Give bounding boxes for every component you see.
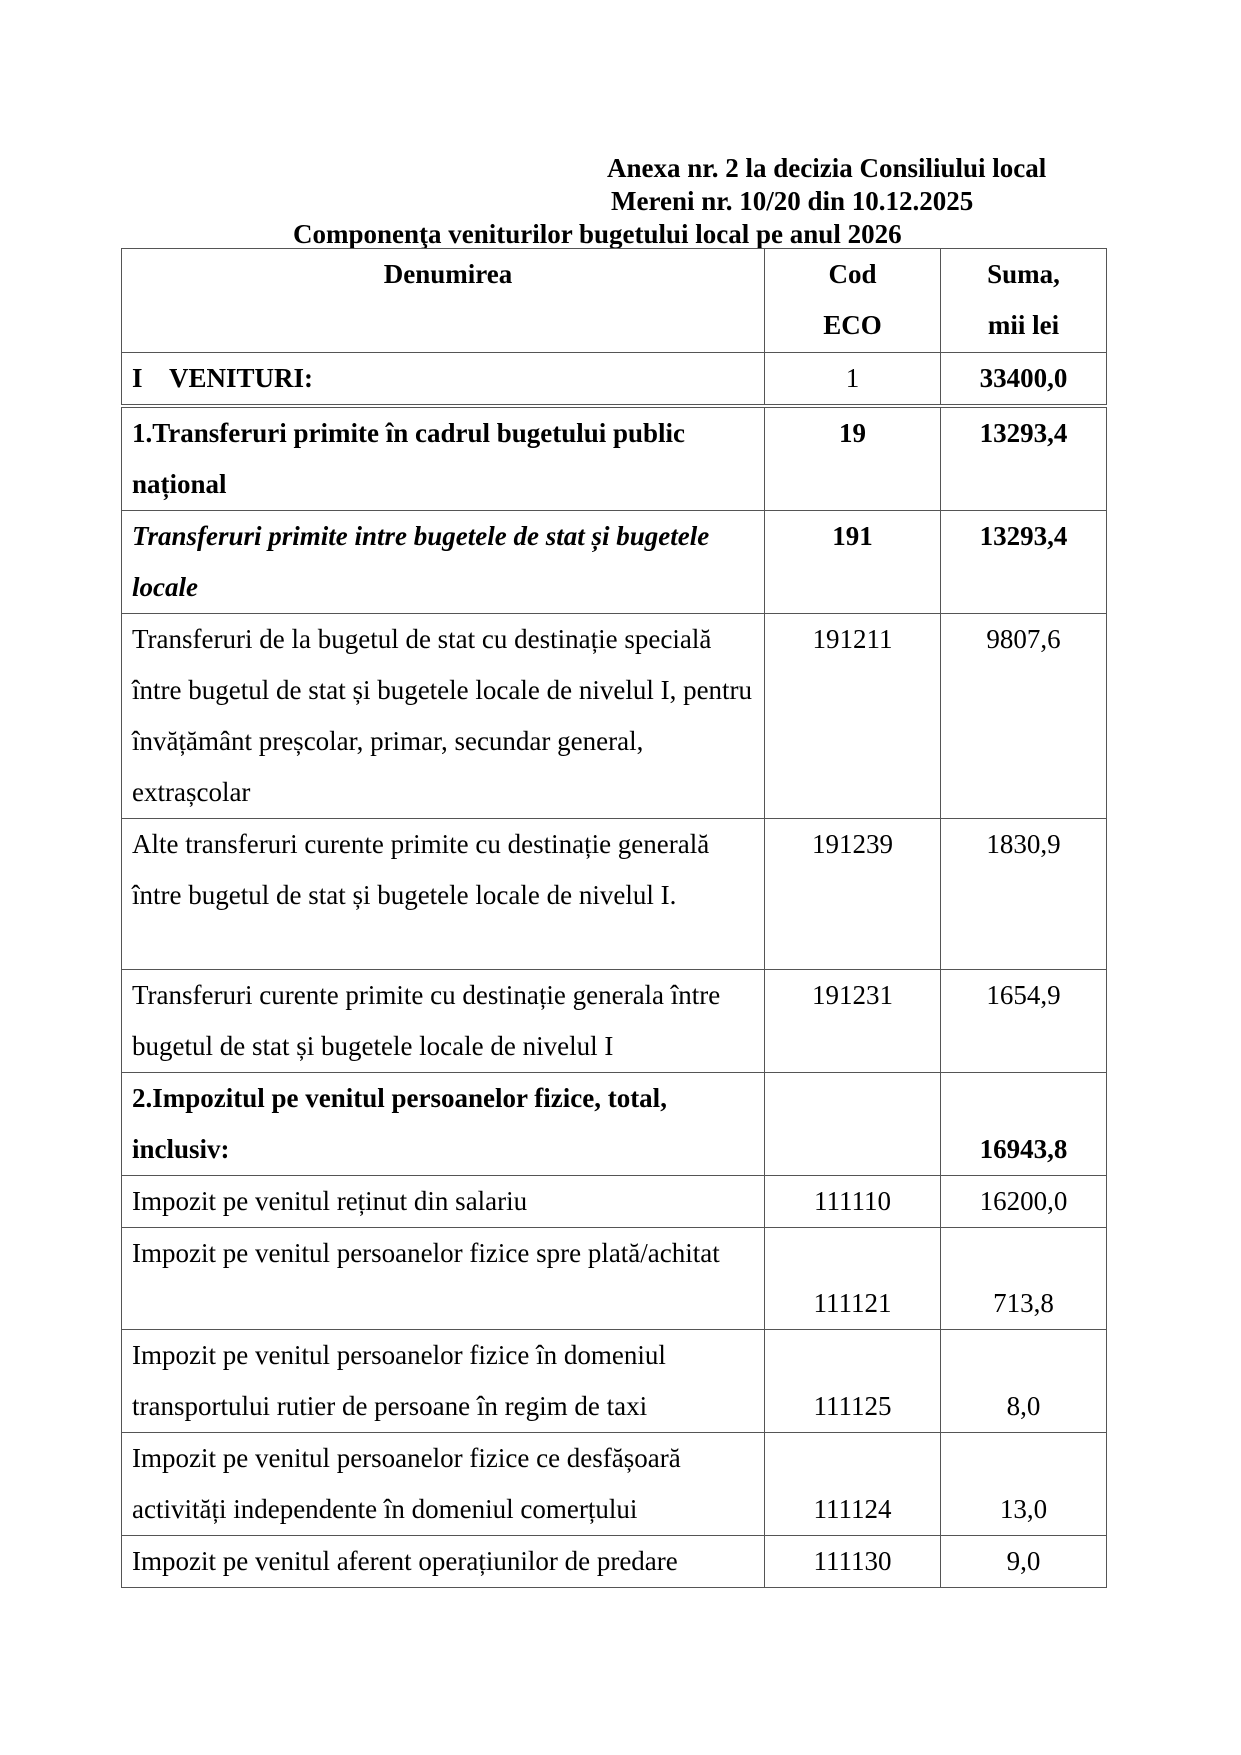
row-name: Impozit pe venitul aferent operațiunilor de predare [122,1536,765,1588]
row-sum: 13,0 [941,1433,1107,1536]
table-row [122,1228,1107,1330]
column-header-name: Denumirea [122,249,765,353]
row-name: I VENITURI: [122,353,765,407]
row-name: Impozit pe venitul persoanelor fizice ce desfășoară activități independente în domeniul comerțului [122,1433,765,1536]
table-row [122,1536,1107,1588]
row-code: 111130 [765,1536,941,1588]
row-code: 191231 [765,970,941,1073]
row-code: 111110 [765,1176,941,1228]
row-sum: 1830,9 [941,819,1107,970]
row-sum: 9807,6 [941,614,1107,819]
row-name: Impozit pe venitul persoanelor fizice în domeniul transportului rutier de persoane în regim de taxi [122,1330,765,1433]
row-code: 191211 [765,614,941,819]
row-sum: 8,0 [941,1330,1107,1433]
annex-reference-line2: Mereni nr. 10/20 din 10.12.2025 [611,186,974,216]
table-row [122,819,1107,970]
row-code: 111121 [765,1228,941,1330]
document-title: Componenţa veniturilor bugetului local pe anul 2026 [293,219,902,249]
row-sum: 713,8 [941,1228,1107,1330]
row-code [765,1073,941,1176]
table-row [122,1330,1107,1433]
row-sum: 1654,9 [941,970,1107,1073]
row-sum: 33400,0 [941,353,1107,407]
column-header-code: Cod ECO [765,249,941,353]
table-row [122,353,1107,407]
row-code: 191239 [765,819,941,970]
row-code: 19 [765,406,941,511]
revenue-table [121,248,1107,1588]
table-row [122,406,1107,511]
table-row [122,614,1107,819]
row-code: 1 [765,353,941,407]
row-sum: 9,0 [941,1536,1107,1588]
row-name: 1.Transferuri primite în cadrul bugetului public național [122,406,765,511]
table-row [122,511,1107,614]
row-sum: 13293,4 [941,406,1107,511]
row-name: Transferuri de la bugetul de stat cu destinație specială între bugetul de stat și bugetele locale de nivelul I, pentru învățământ preșcolar, primar, secundar general, extrașcolar [122,614,765,819]
table-row [122,1176,1107,1228]
row-code: 111125 [765,1330,941,1433]
row-name: Transferuri curente primite cu destinație generala între bugetul de stat și bugetele locale de nivelul I [122,970,765,1073]
row-sum: 16200,0 [941,1176,1107,1228]
row-name: Impozit pe venitul reținut din salariu [122,1176,765,1228]
annex-reference-line1: Anexa nr. 2 la decizia Consiliului local [607,153,1047,183]
column-header-sum: Suma, mii lei [941,249,1107,353]
row-sum: 13293,4 [941,511,1107,614]
table-row [122,970,1107,1073]
table-row [122,1433,1107,1536]
row-name: Impozit pe venitul persoanelor fizice spre plată/achitat [122,1228,765,1330]
table-header-row [122,249,1107,353]
row-name: Alte transferuri curente primite cu destinație generală între bugetul de stat și bugetele locale de nivelul I. [122,819,765,970]
row-name: Transferuri primite intre bugetele de stat și bugetele locale [122,511,765,614]
row-name: 2.Impozitul pe venitul persoanelor fizice, total, inclusiv: [122,1073,765,1176]
table-row [122,1073,1107,1176]
row-sum: 16943,8 [941,1073,1107,1176]
row-code: 191 [765,511,941,614]
row-code: 111124 [765,1433,941,1536]
